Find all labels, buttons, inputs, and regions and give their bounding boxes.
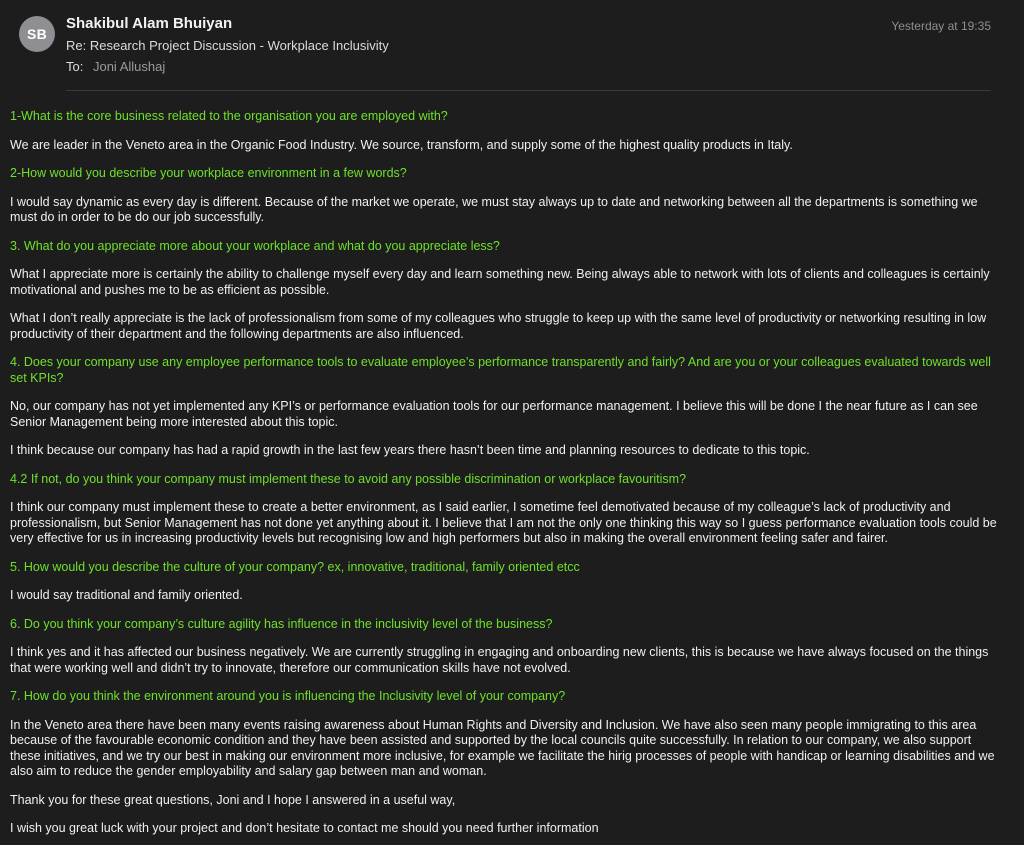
question-4-2: 4.2 If not, do you think your company must implement these to avoid any possible discrimination or workplace favouritism? [10, 471, 687, 486]
answer-4-part-2: I think because our company has had a rapid growth in the last few years there hasn’t been time and planning resources to dedicate to this topic. [10, 443, 810, 457]
closing-line-1: Thank you for these great questions, Joni and I hope I answered in a useful way, [10, 792, 456, 807]
email-subject: Re: Research Project Discussion - Workplace Inclusivity [66, 38, 389, 53]
question-2: 2-How would you describe your workplace environment in a few words? [10, 166, 407, 180]
question-7: 7. How do you think the environment around you is influencing the Inclusivity level of your company? [10, 689, 566, 703]
question-5: 5. How would you describe the culture of your company? ex, innovative, traditional, family oriented etcc [10, 559, 580, 574]
recipient-name[interactable]: Joni Allushaj [92, 59, 166, 74]
answer-3-part-2: What I don’t really appreciate is the lack of professionalism from some of my colleagues who struggle to keep up with the same level of productivity or networking resulting in low productivity of their department and the following departments are also influenced. [10, 311, 987, 341]
answer-3-part-1: What I appreciate more is certainly the ability to challenge myself every day and learn something new. Being always able to network with lots of clients and colleagues is certainly motivational and pushes me to be as efficient as possible. [10, 267, 990, 297]
answer-4-2: I think our company must implement these to create a better environment, as I said earlier, I sometime feel demotivated because of my colleague’s lack of productivity and professionalism, but Senior Management has not done yet anything about it. I believe that I am not the only one thinking this way so I guess performance evaluation tools could be very effective for us in increasing productivity levels but recognising low and high performers but also in making the overall environment feeling safer and fairer. [10, 500, 997, 545]
header-divider [66, 90, 991, 91]
sender-avatar[interactable]: SB [19, 16, 55, 52]
answer-7: In the Veneto area there have been many events raising awareness about Human Rights and Diversity and Inclusion. We have also seen many people immigrating to this area because of the favourable economic condition and they have been assisted and supported by the local councils quite successfully. In relation to our company, we also support these initiatives, and we try our best in making our environment more inclusive, for example we facilitate the hirig processes of people with handicap or learning disabilities and we also aim to reduce the gender employability and salary gap between man and woman. [10, 717, 995, 778]
email-body [0, 92, 1024, 837]
answer-6: I think yes and it has affected our business negatively. We are currently struggling in engaging and onboarding new clients, this is because we have always focused on the things that were working well and didn’t try to innovate, therefore our communication skills have not evolved. [10, 645, 989, 675]
answer-2: I would say dynamic as every day is different. Because of the market we operate, we must stay always up to date and networking between all the departments is something we must do in order to be do our job successfully. [10, 194, 978, 224]
closing-line-2: I wish you great luck with your project and don’t hesitate to contact me should you need further information [10, 821, 599, 835]
answer-4-part-1: No, our company has not yet implemented any KPI’s or performance evaluation tools for our performance management. I believe this will be done I the near future as I can see Senior Management being more interested about this topic. [10, 399, 978, 429]
email-timestamp: Yesterday at 19:35 [891, 19, 991, 33]
question-4: 4. Does your company use any employee performance tools to evaluate employee’s performance transparently and fairly? And are you or your colleagues evaluated towards well set KPIs? [10, 355, 991, 385]
to-label: To: [66, 59, 84, 74]
answer-5: I would say traditional and family oriented. [10, 588, 243, 602]
email-header [0, 0, 1024, 92]
recipient-row [66, 59, 165, 74]
question-6: 6. Do you think your company’s culture agility has influence in the inclusivity level of the business? [10, 616, 553, 631]
answer-1: We are leader in the Veneto area in the Organic Food Industry. We source, transform, and supply some of the highest quality products in Italy. [10, 137, 793, 152]
question-1: 1-What is the core business related to the organisation you are employed with? [10, 109, 448, 123]
question-3: 3. What do you appreciate more about your workplace and what do you appreciate less? [10, 238, 500, 253]
sender-name[interactable]: Shakibul Alam Bhuiyan [66, 15, 233, 32]
